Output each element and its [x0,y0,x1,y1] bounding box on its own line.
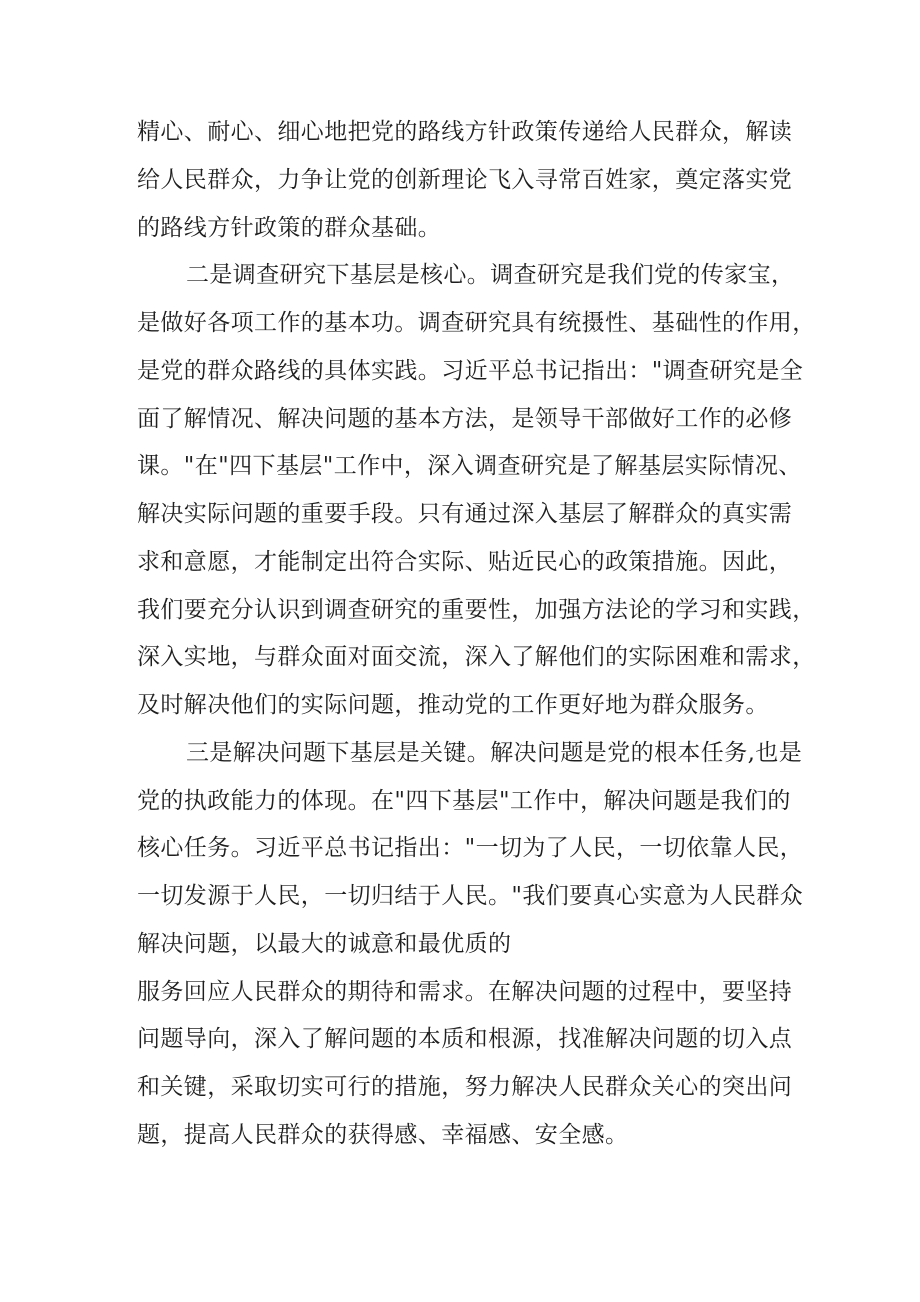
paragraph-start-line: 三是解决问题下基层是关键。解决问题是党的根本任务,也是 [186,740,803,766]
text-line: 深入实地，与群众面对面交流，深入了解他们的实际困难和需求， [137,644,816,670]
text-line: 问题导向，深入了解问题的本质和根源，找准解决问题的切入点 [137,1026,793,1052]
text-line: 及时解决他们的实际问题，推动党的工作更好地为群众服务。 [137,692,769,718]
text-line: 解决问题，以最大的诚意和最优质的 [137,931,512,957]
text-line: 党的执政能力的体现。在"四下基层"工作中，解决问题是我们的 [137,788,791,814]
text-line: 求和意愿，才能制定出符合实际、贴近民心的政策措施。因此， [137,549,793,575]
text-line: 是做好各项工作的基本功。调查研究具有统摄性、基础性的作用， [137,310,816,336]
text-line: 给人民群众，力争让党的创新理论飞入寻常百姓家，奠定落实党 [137,167,793,193]
text-line: 精心、耐心、细心地把党的路线方针政策传递给人民群众，解读 [137,119,793,145]
text-line: 面了解情况、解决问题的基本方法，是领导干部做好工作的必修 [137,406,793,432]
text-line: 核心任务。习近平总书记指出："一切为了人民，一切依靠人民， [137,835,804,861]
text-line: 服务回应人民群众的期待和需求。在解决问题的过程中，要坚持 [137,979,793,1005]
text-line: 一切发源于人民，一切归结于人民。"我们要真心实意为人民群众 [137,883,804,909]
text-line: 的路线方针政策的群众基础。 [137,215,442,241]
text-line: 课。"在"四下基层"工作中，深入调查研究是了解基层实际情况、 [137,453,802,479]
paragraph-start-line: 二是调查研究下基层是核心。调查研究是我们党的传家宝， [186,262,795,288]
text-line: 题，提高人民群众的获得感、幸福感、安全感。 [137,1122,629,1148]
text-line: 我们要充分认识到调查研究的重要性，加强方法论的学习和实践， [137,597,816,623]
text-line: 解决实际问题的重要手段。只有通过深入基层了解群众的真实需 [137,501,793,527]
text-line: 和关键，采取切实可行的措施，努力解决人民群众关心的突出问 [137,1074,793,1100]
text-line: 是党的群众路线的具体实践。习近平总书记指出："调查研究是全 [137,358,804,384]
